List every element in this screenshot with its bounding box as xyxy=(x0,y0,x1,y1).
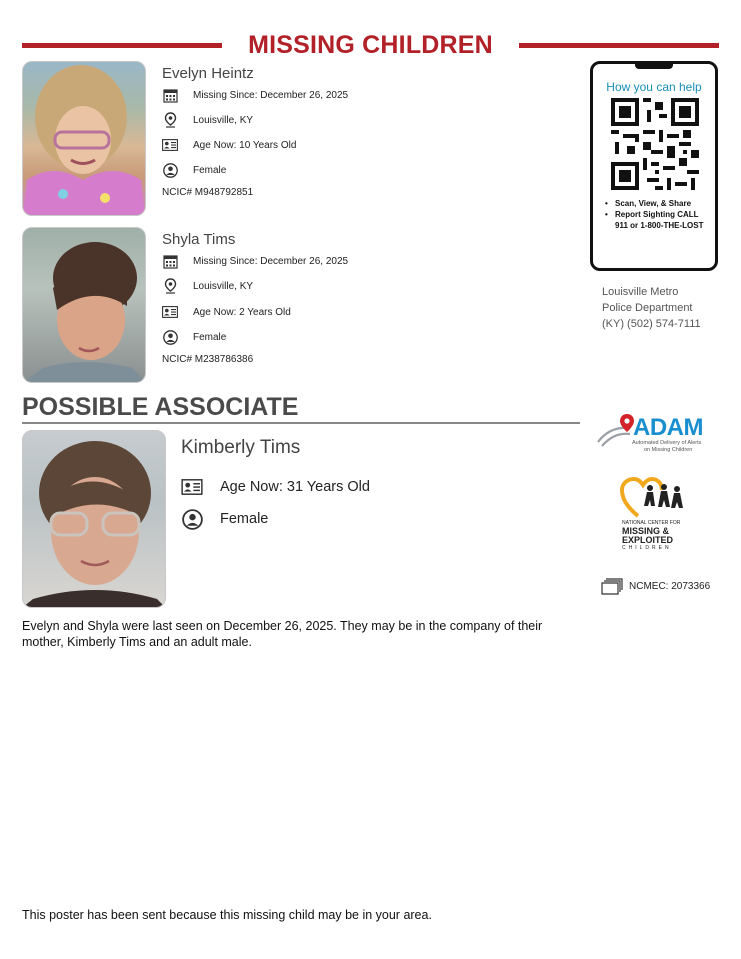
age-row xyxy=(162,304,291,320)
ncic-number: NCIC# M238786386 xyxy=(162,354,254,365)
id-card-icon xyxy=(162,137,178,153)
missing-since-row xyxy=(162,253,348,269)
case-description: Evelyn and Shyla were last seen on December 26, 2025. They may be in the company of their mother, Kimberly Tims and an adult male. xyxy=(22,619,543,649)
poster-title: MISSING CHILDREN xyxy=(248,31,493,59)
poster-footer: This poster has been sent because this missing child may be in your area. xyxy=(22,908,432,922)
ncmec-line1: NATIONAL CENTER FOR xyxy=(622,520,681,526)
ncmec-line2: MISSING & xyxy=(622,526,670,536)
associate-age-text: Age Now: 31 Years Old xyxy=(220,479,370,495)
location-pin-icon xyxy=(162,278,178,294)
age-text: Age Now: 10 Years Old xyxy=(193,139,297,151)
age-row xyxy=(162,137,296,153)
child-photo-evelyn xyxy=(22,61,146,216)
police-name-line1: Louisville Metro xyxy=(602,286,679,298)
help-item-share: • Scan, View, & Share xyxy=(603,198,711,209)
help-card xyxy=(590,61,718,271)
ncmec-logo xyxy=(620,476,692,554)
location-row xyxy=(162,112,253,128)
qr-code[interactable] xyxy=(611,98,699,195)
ncmec-line4: CHILDREN xyxy=(622,545,672,551)
missing-since-row xyxy=(162,87,348,103)
sex-text: Female xyxy=(193,331,227,343)
child-name-shyla: Shyla Tims xyxy=(162,231,236,248)
location-pin-icon xyxy=(162,112,178,128)
ncmec-line3: EXPLOITED xyxy=(622,535,674,545)
sex-row xyxy=(162,162,226,178)
person-icon xyxy=(162,162,178,178)
section-divider xyxy=(22,422,580,424)
person-icon xyxy=(181,508,203,530)
phone-notch xyxy=(635,64,673,69)
sex-text: Female xyxy=(193,164,227,176)
associate-sex-row xyxy=(181,508,268,530)
age-text: Age Now: 2 Years Old xyxy=(193,306,291,318)
adam-tagline-2: on Missing Children xyxy=(644,447,693,453)
section-title-associate: POSSIBLE ASSOCIATE xyxy=(22,393,299,421)
location-text: Louisville, KY xyxy=(193,114,254,126)
id-card-icon xyxy=(162,304,178,320)
associate-photo xyxy=(22,430,166,608)
ncmec-case-row xyxy=(601,577,710,595)
missing-since-text: Missing Since: December 26, 2025 xyxy=(193,89,349,101)
person-icon xyxy=(162,329,178,345)
folder-icon xyxy=(601,577,623,595)
location-row xyxy=(162,278,253,294)
police-contact xyxy=(602,284,701,332)
police-name-line2: Police Department xyxy=(602,302,693,314)
associate-age-row xyxy=(181,478,370,496)
calendar-icon xyxy=(162,253,178,269)
help-card-title: How you can help xyxy=(606,80,702,94)
police-phone: (KY) (502) 574-7111 xyxy=(602,318,701,330)
child-name-evelyn: Evelyn Heintz xyxy=(162,65,254,82)
sex-row xyxy=(162,329,226,345)
child-photo-shyla xyxy=(22,227,146,383)
ncmec-case-text: NCMEC: 2073366 xyxy=(629,580,711,592)
adam-tagline-1: Automated Delivery of Alerts xyxy=(632,440,702,446)
location-text: Louisville, KY xyxy=(193,280,254,292)
id-card-icon xyxy=(181,478,203,496)
ncic-number: NCIC# M948792851 xyxy=(162,187,254,198)
missing-since-text: Missing Since: December 26, 2025 xyxy=(193,255,349,267)
adam-wordmark: ADAM xyxy=(633,414,703,441)
associate-name: Kimberly Tims xyxy=(181,437,301,458)
adam-logo xyxy=(596,412,716,458)
help-item-report: • Report Sighting CALL 911 or 1-800-THE-LOST xyxy=(603,209,711,231)
help-card-list xyxy=(603,198,711,231)
calendar-icon xyxy=(162,87,178,103)
associate-sex-text: Female xyxy=(220,511,269,527)
